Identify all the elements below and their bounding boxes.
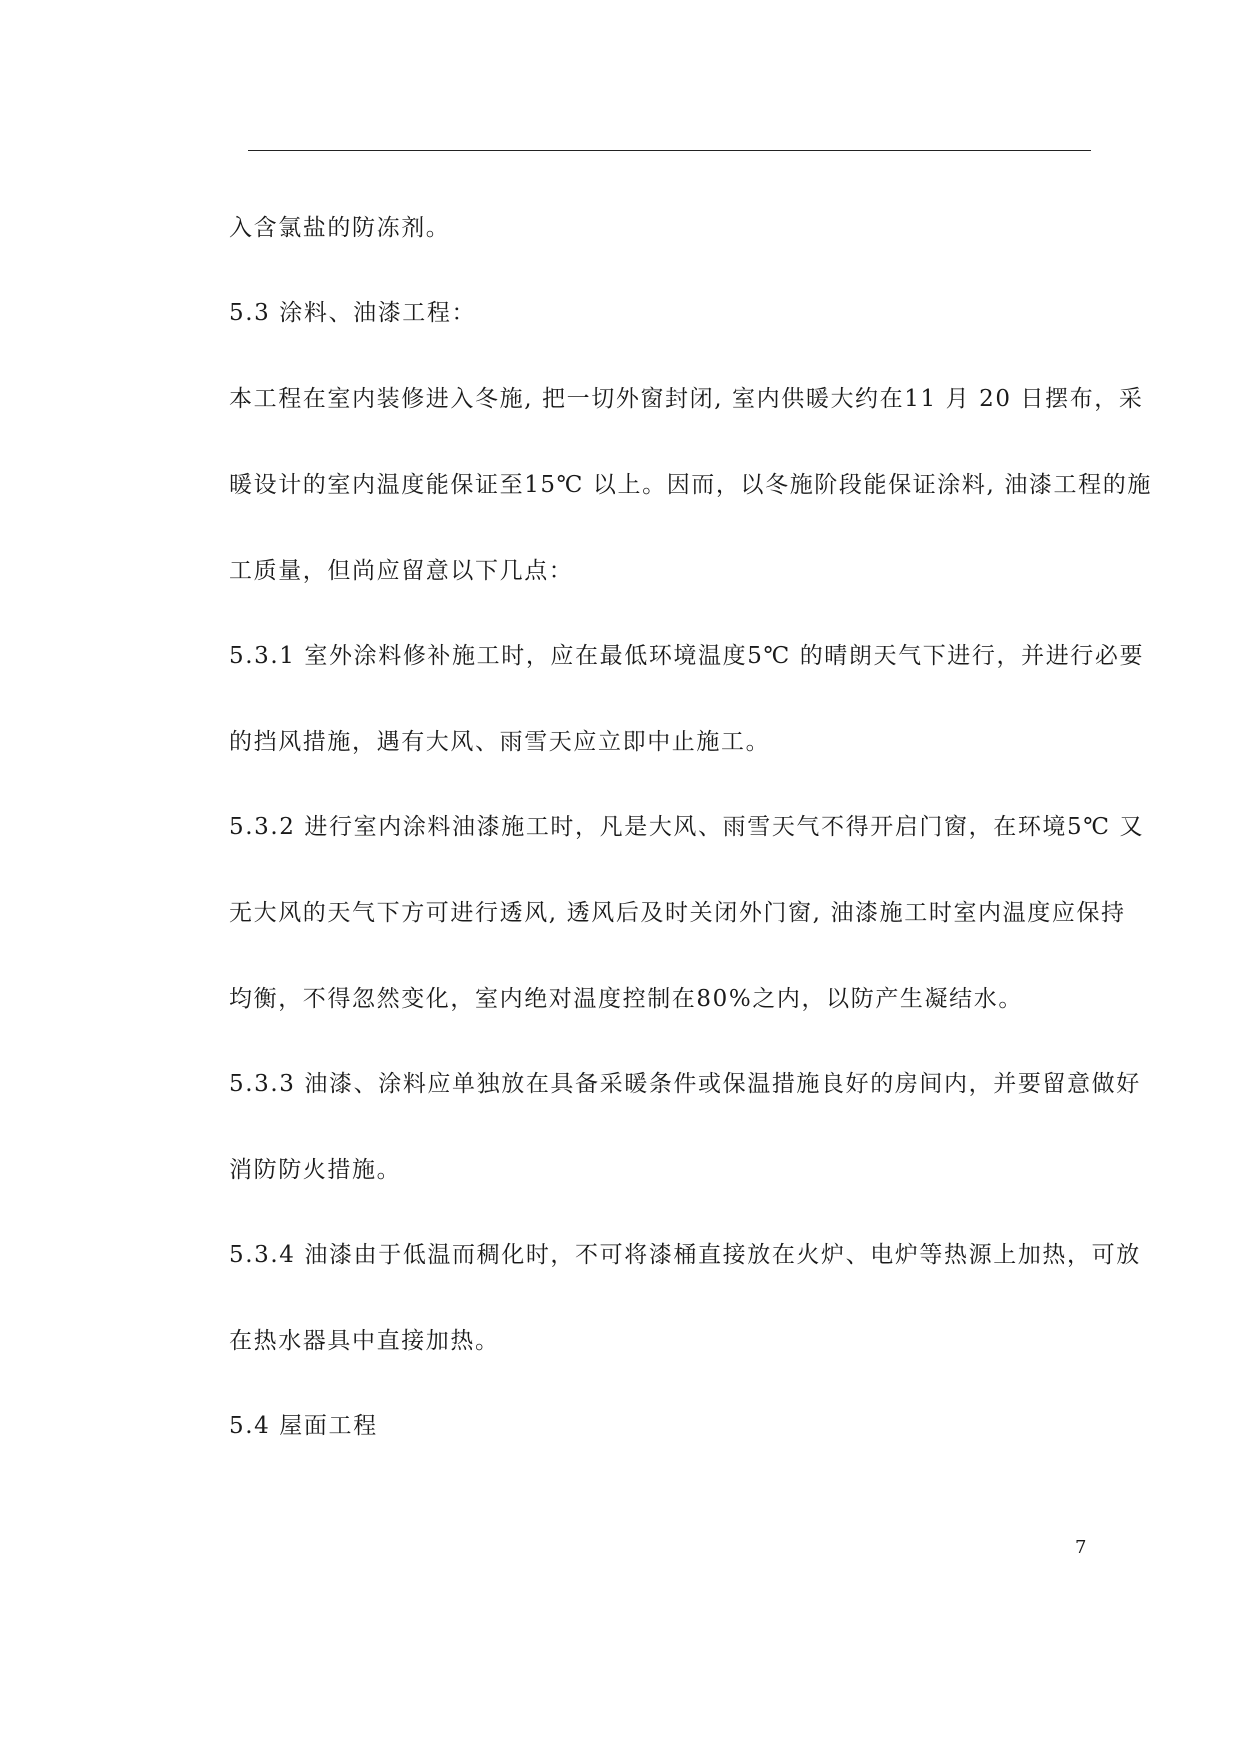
item-5-3-2: 5.3.2 进行室内涂料油漆施工时，凡是大风、雨雪天气不得开启门窗，在环境5℃ 又 [229,814,1145,840]
body-line-12: 消防防火措施。 [229,1157,402,1183]
item-5-3-3: 5.3.3 油漆、涂料应单独放在具备采暖条件或保温措施良好的房间内，并要留意做好 [229,1071,1141,1097]
body-line-14: 在热水器具中直接加热。 [229,1328,500,1354]
body-line-1: 入含氯盐的防冻剂。 [229,215,451,241]
body-line-10: 均衡，不得忽然变化，室内绝对温度控制在80%之内，以防产生凝结水。 [229,986,1023,1012]
body-line-9: 无大风的天气下方可进行透风, 透风后及时关闭外门窗, 油漆施工时室内温度应保持 [229,900,1126,926]
body-line-4: 暖设计的室内温度能保证至15℃ 以上。因而，以冬施阶段能保证涂料, 油漆工程的施 [229,472,1152,498]
section-heading-5-3: 5.3 涂料、油漆工程： [229,300,477,326]
section-heading-5-4: 5.4 屋面工程 [229,1413,378,1439]
header-rule [248,150,1091,151]
body-line-7: 的挡风措施，遇有大风、雨雪天应立即中止施工。 [229,729,771,755]
body-line-3: 本工程在室内装修进入冬施, 把一切外窗封闭, 室内供暖大约在11 月 20 日摆布，采 [229,386,1144,412]
page-number: 7 [1075,1537,1087,1558]
body-line-5: 工质量，但尚应留意以下几点： [229,558,574,584]
item-5-3-1: 5.3.1 室外涂料修补施工时，应在最低环境温度5℃ 的晴朗天气下进行，并进行必要 [229,643,1145,669]
item-5-3-4: 5.3.4 油漆由于低温而稠化时，不可将漆桶直接放在火炉、电炉等热源上加热，可放 [229,1242,1141,1268]
